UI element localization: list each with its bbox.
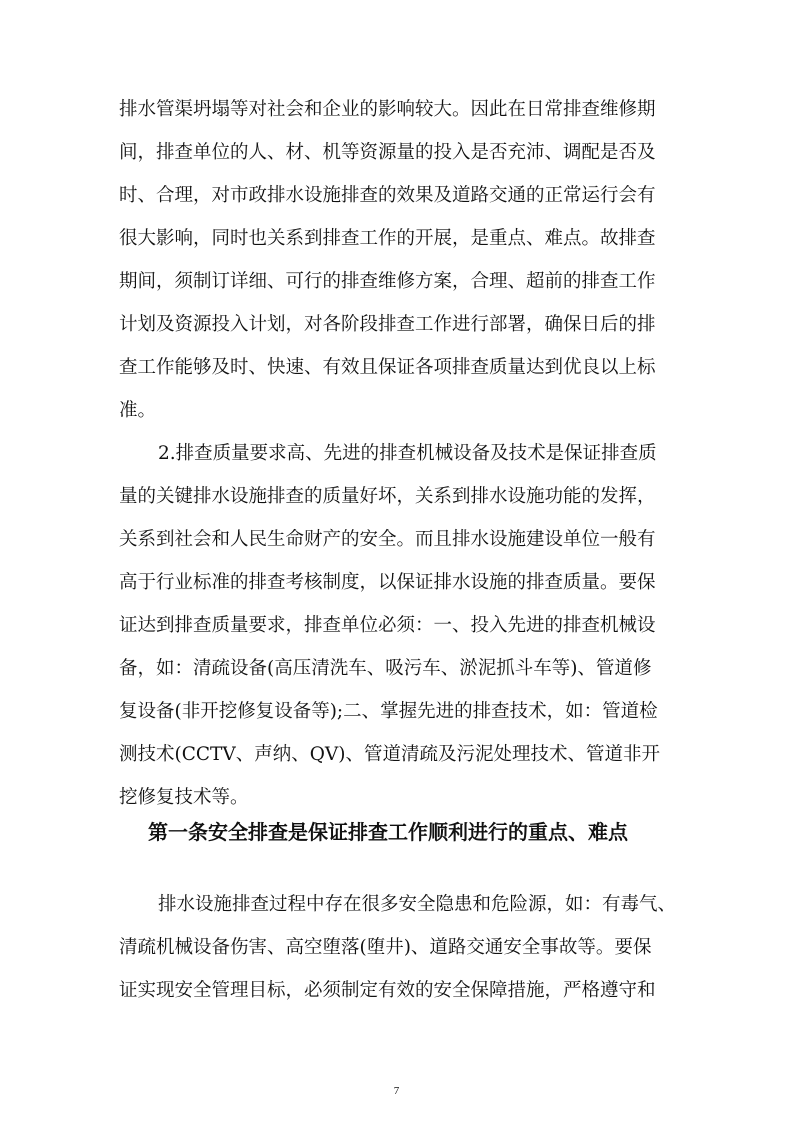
- paragraph-1-line-5: 期间，须制订详细、可行的排查维修方案，合理、超前的排查工作: [119, 271, 656, 292]
- paragraph-1-line-7: 查工作能够及时、快速、有效且保证各项排查质量达到优良以上标: [119, 357, 656, 378]
- paragraph-1-line-8: 准。: [119, 400, 157, 421]
- paragraph-2-line-2: 量的关键排水设施排查的质量好坏，关系到排水设施功能的发挥，: [119, 486, 656, 507]
- paragraph-2-line-1: 2.排查质量要求高、先进的排查机械设备及技术是保证排查质: [158, 443, 657, 464]
- paragraph-3-line-2: 清疏机械设备伤害、高空堕落(堕井)、道路交通安全事故等。要保: [119, 937, 652, 958]
- paragraph-1-line-2: 间，排查单位的人、材、机等资源量的投入是否充沛、调配是否及: [119, 142, 656, 163]
- paragraph-2-line-6: 备，如：清疏设备(高压清洗车、吸污车、淤泥抓斗车等)、管道修: [119, 658, 652, 679]
- page-number: 7: [393, 1085, 400, 1097]
- paragraph-1-line-6: 计划及资源投入计划，对各阶段排查工作进行部署，确保日后的排: [119, 314, 656, 335]
- paragraph-2-line-5: 证达到排查质量要求，排查单位必须：一、投入先进的排查机械设: [119, 615, 656, 636]
- paragraph-1-line-4: 很大影响，同时也关系到排查工作的开展，是重点、难点。故排查: [119, 228, 656, 249]
- paragraph-3-line-1: 排水设施排查过程中存在很多安全隐患和危险源，如：有毒气、: [158, 894, 677, 915]
- paragraph-2-line-8: 测技术(CCTV、声纳、QV)、管道清疏及污泥处理技术、管道非开: [119, 744, 660, 765]
- paragraph-2-line-3: 关系到社会和人民生命财产的安全。而且排水设施建设单位一般有: [119, 529, 656, 550]
- paragraph-3-line-3: 证实现安全管理目标，必须制定有效的安全保障措施，严格遵守和: [119, 980, 656, 1001]
- paragraph-2-line-4: 高于行业标准的排查考核制度，以保证排水设施的排查质量。要保: [119, 572, 656, 593]
- paragraph-1-line-3: 时、合理，对市政排水设施排查的效果及道路交通的正常运行会有: [119, 185, 656, 206]
- paragraph-1-line-1: 排水管渠坍塌等对社会和企业的影响较大。因此在日常排查维修期: [119, 99, 656, 120]
- paragraph-2-line-7: 复设备(非开挖修复设备等);二、掌握先进的排查技术，如：管道检: [119, 701, 658, 722]
- paragraph-2-line-9: 挖修复技术等。: [119, 787, 249, 808]
- section-heading: 第一条安全排查是保证排查工作顺利进行的重点、难点: [148, 820, 628, 844]
